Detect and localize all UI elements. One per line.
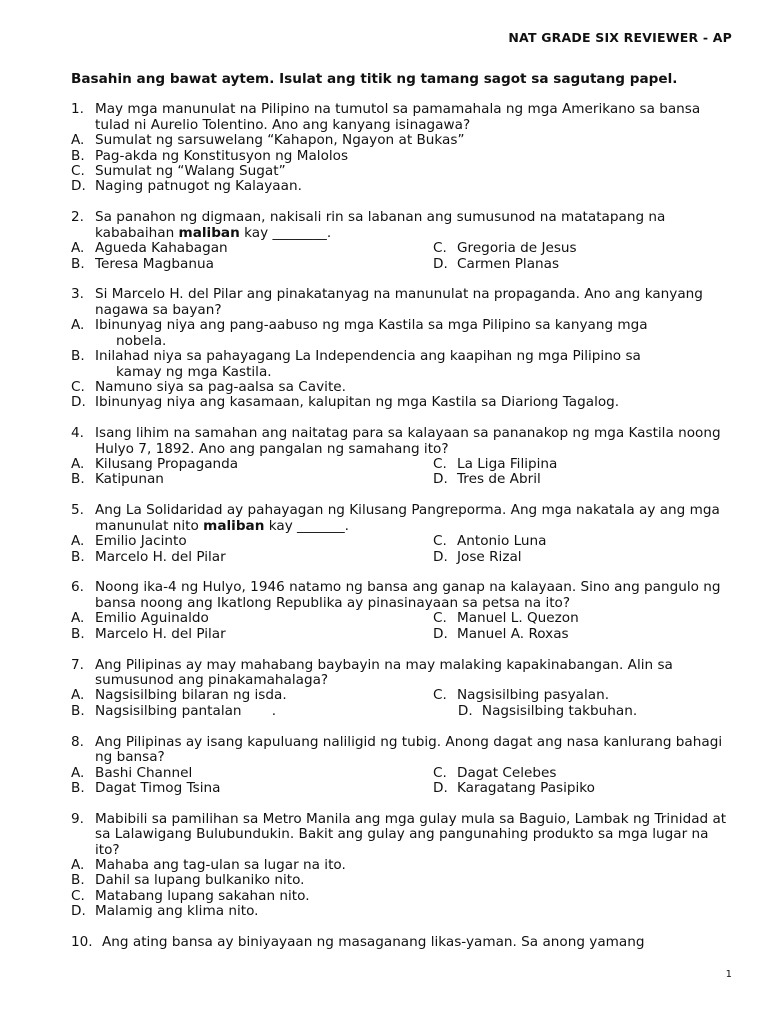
option-letter: A. xyxy=(71,610,85,627)
option-letter: B. xyxy=(71,255,85,272)
question-number: 8. xyxy=(71,733,84,750)
answer-options xyxy=(71,457,731,488)
option-b xyxy=(71,349,731,364)
document-body xyxy=(71,72,731,966)
option-text: Karagatang Pasipiko xyxy=(457,779,595,796)
question-stem xyxy=(71,580,731,611)
option-letter: D. xyxy=(457,702,473,719)
option-d xyxy=(433,550,723,565)
option-letter: C. xyxy=(71,163,85,180)
option-a xyxy=(71,611,433,626)
question-stem xyxy=(71,503,731,534)
answer-options xyxy=(71,133,731,195)
option-letter: A. xyxy=(71,317,85,334)
option-text: Mahaba ang tag-ulan sa lugar na ito. xyxy=(95,857,346,874)
option-a xyxy=(71,688,433,703)
option-text: Inilahad niya sa pahayagang La Independencia ang kaapihan ng mga Pilipino sa xyxy=(95,348,641,365)
option-text: Ibinunyag niya ang pang-aabuso ng mga Kastila sa mga Pilipino sa kanyang mga xyxy=(95,317,648,334)
answer-options xyxy=(71,766,731,797)
question-text-start: Sa panahon ng digmaan, nakisali rin sa labanan ang sumusunod na matatapang na kababaihan xyxy=(95,209,666,241)
option-letter: A. xyxy=(71,857,85,874)
option-text: Manuel L. Quezon xyxy=(457,610,579,627)
option-letter: D. xyxy=(433,548,448,565)
option-letter: B. xyxy=(71,872,85,889)
question-text-start: Ang La Solidaridad ay pahayagan ng Kilusang Pangreporma. Ang mga nakatala ay ang mga manunulat nito xyxy=(95,502,720,534)
option-text: Katipunan xyxy=(95,471,164,488)
option-letter: C. xyxy=(433,240,447,257)
option-text: Sumulat ng sarsuwelang “Kahapon, Ngayon at Bukas” xyxy=(95,132,465,149)
option-letter: C. xyxy=(433,533,447,550)
option-letter: A. xyxy=(71,456,85,473)
question-text: Ang ating bansa ay biniyayaan ng masaganang likas-yaman. Sa anong yamang xyxy=(102,934,645,951)
option-c xyxy=(71,889,731,904)
question-number: 1. xyxy=(71,101,84,118)
question-3 xyxy=(71,287,731,410)
answer-options xyxy=(71,534,731,565)
option-d xyxy=(71,179,731,194)
option-b xyxy=(71,257,433,272)
option-letter: D. xyxy=(433,471,448,488)
option-text: Naging patnugot ng Kalayaan. xyxy=(95,178,302,195)
option-letter: D. xyxy=(71,178,86,195)
option-letter: A. xyxy=(71,132,85,149)
option-letter: B. xyxy=(71,471,85,488)
question-stem xyxy=(71,210,731,241)
option-b xyxy=(71,781,433,796)
option-text: Emilio Jacinto xyxy=(95,533,187,550)
option-a xyxy=(71,766,433,781)
option-text: Sumulat ng “Walang Sugat” xyxy=(95,163,286,180)
option-c xyxy=(433,241,723,256)
option-letter: C. xyxy=(433,764,447,781)
option-text: Namuno siya sa pag-aalsa sa Cavite. xyxy=(95,378,346,395)
question-number: 9. xyxy=(71,810,84,827)
answer-options xyxy=(71,318,731,410)
option-text: Bashi Channel xyxy=(95,764,193,781)
option-text: Antonio Luna xyxy=(457,533,547,550)
question-2 xyxy=(71,210,731,272)
option-c xyxy=(433,688,723,703)
option-letter: D. xyxy=(433,779,448,796)
question-number: 7. xyxy=(71,656,84,673)
option-letter: D. xyxy=(433,255,448,272)
question-stem xyxy=(71,287,731,318)
option-text: Carmen Planas xyxy=(457,255,560,272)
question-10 xyxy=(71,935,731,950)
option-text: Marcelo H. del Pilar xyxy=(95,548,226,565)
option-letter: B. xyxy=(71,625,85,642)
question-stem xyxy=(71,735,731,766)
question-number: 10. xyxy=(71,934,93,951)
option-text: Kilusang Propaganda xyxy=(95,456,239,473)
option-d xyxy=(71,395,731,410)
option-text: La Liga Filipina xyxy=(457,456,558,473)
question-number: 2. xyxy=(71,209,84,226)
option-text: Agueda Kahabagan xyxy=(95,240,228,257)
question-stem xyxy=(71,658,731,689)
option-text: Nagsisilbing pasyalan. xyxy=(457,687,610,704)
question-stem xyxy=(71,102,731,133)
question-6 xyxy=(71,580,731,642)
question-number: 4. xyxy=(71,425,84,442)
option-a xyxy=(71,241,433,256)
option-a xyxy=(71,858,731,873)
question-1 xyxy=(71,102,731,194)
option-text: Nagsisilbing pantalan . xyxy=(95,702,277,719)
option-text: Jose Rizal xyxy=(457,548,522,565)
option-letter: B. xyxy=(71,348,85,365)
option-letter: D. xyxy=(71,903,86,920)
option-text: Emilio Aguinaldo xyxy=(95,610,209,627)
option-letter: C. xyxy=(433,687,447,704)
option-b xyxy=(71,472,433,487)
question-number: 6. xyxy=(71,579,84,596)
option-c xyxy=(433,611,723,626)
question-text: Ang Pilipinas ay may mahabang baybayin na may malaking kapakinabangan. Alin sa sumusunod ang pinakamahalaga? xyxy=(95,656,673,688)
option-letter: A. xyxy=(71,533,85,550)
page-number: 1 xyxy=(725,969,732,980)
question-text: Mabibili sa pamilihan sa Metro Manila ang mga gulay mula sa Baguio, Lambak ng Trinidad at sa Lalawigang Bulubundukin. Bakit ang gulay ang pangunahing produkto sa mga lugar na ito? xyxy=(95,810,727,858)
option-d xyxy=(433,627,723,642)
question-4 xyxy=(71,426,731,488)
question-stem xyxy=(71,426,731,457)
option-letter: B. xyxy=(71,147,85,164)
answer-options xyxy=(71,688,731,719)
question-text xyxy=(95,503,731,534)
option-d xyxy=(412,704,731,719)
option-text: Ibinunyag niya ang kasamaan, kalupitan ng mga Kastila sa Diariong Tagalog. xyxy=(95,394,620,411)
option-letter: D. xyxy=(433,625,448,642)
option-letter: B. xyxy=(71,702,85,719)
option-text: Gregoria de Jesus xyxy=(457,240,577,257)
question-stem xyxy=(71,812,731,858)
question-text xyxy=(95,210,731,241)
option-a xyxy=(71,457,433,472)
option-letter: B. xyxy=(71,548,85,565)
question-text-end: kay ________. xyxy=(239,224,332,241)
question-text: May mga manunulat na Pilipino na tumutol sa pamamahala ng mga Amerikano sa bansa tulad ni Aurelio Tolentino. Ano ang kanyang isinagawa? xyxy=(95,101,701,133)
option-letter: A. xyxy=(71,764,85,781)
option-text: Nagsisilbing bilaran ng isda. xyxy=(95,687,287,704)
option-letter: C. xyxy=(433,610,447,627)
option-a-continuation: nobela. xyxy=(116,332,167,349)
instructions: Basahin ang bawat aytem. Isulat ang titik ng tamang sagot sa sagutang papel. xyxy=(71,71,678,87)
option-letter: A. xyxy=(71,240,85,257)
option-text: Nagsisilbing takbuhan. xyxy=(481,702,638,719)
question-9 xyxy=(71,812,731,920)
question-text: Ang Pilipinas ay isang kapuluang naliligid ng tubig. Anong dagat ang nasa kanlurang bahagi ng bansa? xyxy=(95,733,723,766)
option-text: Manuel A. Roxas xyxy=(457,625,569,642)
option-letter: A. xyxy=(71,687,85,704)
option-b xyxy=(71,149,731,164)
option-text: Malamig ang klima nito. xyxy=(95,903,259,920)
question-stem xyxy=(71,935,731,950)
question-text: Isang lihim na samahan ang naitatag para sa kalayaan sa pananakop ng mga Kastila noong Hulyo 7, 1892. Ano ang pangalan ng samahang ito? xyxy=(95,425,721,457)
option-text: Pag-akda ng Konstitusyon ng Malolos xyxy=(95,147,349,164)
option-letter: C. xyxy=(433,456,447,473)
question-text: Noong ika-4 ng Hulyo, 1946 natamo ng bansa ang ganap na kalayaan. Sino ang pangulo ng bansa noong ang Ikatlong Republika ay pinasinayaan sa petsa na ito? xyxy=(95,579,721,611)
option-b-continuation: kamay ng mga Kastila. xyxy=(116,363,272,380)
option-b xyxy=(71,550,433,565)
document-header: NAT GRADE SIX REVIEWER - AP xyxy=(508,30,732,45)
question-number: 5. xyxy=(71,502,84,519)
option-text: Dahil sa lupang bulkaniko nito. xyxy=(95,872,305,889)
question-5 xyxy=(71,503,731,565)
question-7 xyxy=(71,658,731,720)
option-d xyxy=(433,781,723,796)
option-letter: C. xyxy=(71,378,85,395)
answer-options xyxy=(71,858,731,920)
emphasis-word: maliban xyxy=(203,517,265,534)
option-b xyxy=(71,704,412,719)
option-letter: B. xyxy=(71,779,85,796)
option-d xyxy=(433,257,723,272)
answer-options xyxy=(71,241,731,272)
option-c xyxy=(433,766,723,781)
option-letter: D. xyxy=(71,394,86,411)
option-text: Dagat Timog Tsina xyxy=(95,779,221,796)
option-c xyxy=(433,534,723,549)
option-d xyxy=(433,472,723,487)
option-b xyxy=(71,627,433,642)
option-a xyxy=(71,133,731,148)
answer-options xyxy=(71,611,731,642)
option-text: Matabang lupang sakahan nito. xyxy=(95,887,310,904)
question-number: 3. xyxy=(71,286,84,303)
emphasis-word: maliban xyxy=(178,224,240,241)
option-c xyxy=(71,380,731,395)
question-text-end: kay _______. xyxy=(264,517,349,534)
option-d xyxy=(71,904,731,919)
option-b xyxy=(71,873,731,888)
option-a xyxy=(71,318,731,333)
question-8 xyxy=(71,735,731,797)
option-text: Teresa Magbanua xyxy=(95,255,214,272)
question-text: Si Marcelo H. del Pilar ang pinakatanyag na manunulat na propaganda. Ano ang kanyang nagawa sa bayan? xyxy=(95,286,703,318)
option-letter: C. xyxy=(71,887,85,904)
option-text: Marcelo H. del Pilar xyxy=(95,625,226,642)
option-a xyxy=(71,534,433,549)
option-text: Dagat Celebes xyxy=(457,764,557,781)
option-c xyxy=(71,164,731,179)
option-c xyxy=(433,457,723,472)
option-text: Tres de Abril xyxy=(457,471,541,488)
